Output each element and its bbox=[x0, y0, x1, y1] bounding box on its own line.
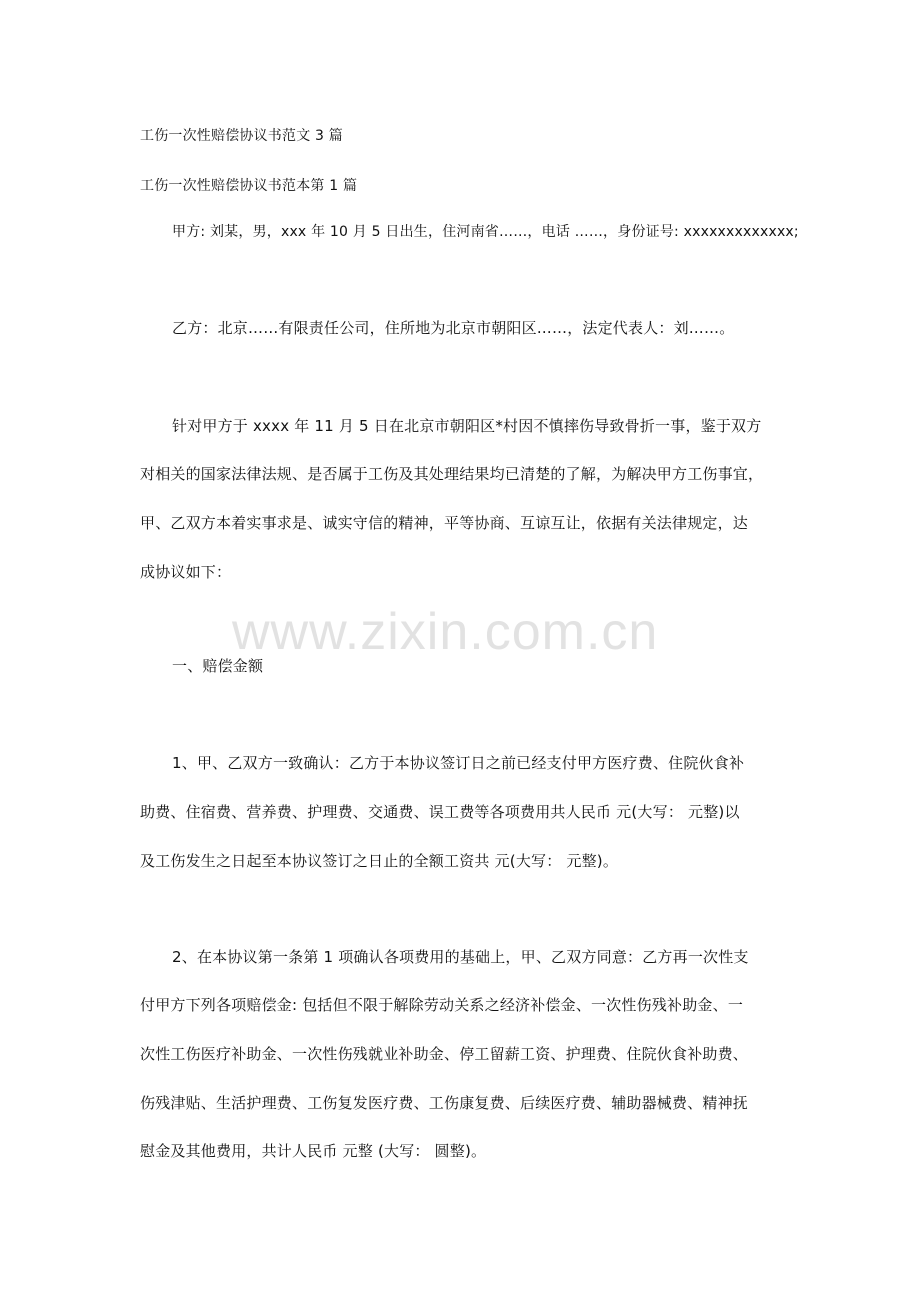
intro-line: 成协议如下： bbox=[140, 563, 232, 581]
party-b-paragraph: 乙方：北京……有限责任公司，住所地为北京市朝阳区……，法定代表人：刘……。 bbox=[172, 319, 735, 337]
clause-line: 2、在本协议第一条第 1 项确认各项费用的基础上，甲、乙双方同意：乙方再一次性支 bbox=[172, 948, 749, 966]
intro-line: 针对甲方于 xxxx 年 11 月 5 日在北京市朝阳区*村因不慎摔伤导致骨折一事，鉴于双方 bbox=[172, 417, 762, 435]
intro-line: 甲、乙双方本着实事求是、诚实守信的精神，平等协商、互谅互让，依据有关法律规定，达 bbox=[140, 514, 749, 532]
document-title: 工伤一次性赔偿协议书范文 3 篇 bbox=[140, 128, 344, 144]
watermark: www.zixin.com.cn bbox=[232, 603, 659, 661]
clause-line: 付甲方下列各项赔偿金: 包括但不限于解除劳动关系之经济补偿金、一次性伤残补助金、一 bbox=[140, 996, 744, 1014]
clause-line: 伤残津贴、生活护理费、工伤复发医疗费、工伤康复费、后续医疗费、辅助器械费、精神抚 bbox=[140, 1094, 749, 1112]
clause-line: 慰金及其他费用，共计人民币 元整 (大写： 圆整)。 bbox=[140, 1142, 487, 1160]
clause-line: 次性工伤医疗补助金、一次性伤残就业补助金、停工留薪工资、护理费、住院伙食补助费、 bbox=[140, 1045, 749, 1063]
intro-line: 对相关的国家法律法规、是否属于工伤及其处理结果均已清楚的了解，为解决甲方工伤事宜， bbox=[140, 465, 764, 483]
clause-line: 助费、住宿费、营养费、护理费、交通费、误工费等各项费用共人民币 元(大写： 元整)以 bbox=[140, 803, 740, 821]
document-subtitle: 工伤一次性赔偿协议书范本第 1 篇 bbox=[140, 178, 358, 194]
clause-line: 1、甲、乙双方一致确认：乙方于本协议签订日之前已经支付甲方医疗费、住院伙食补 bbox=[172, 754, 745, 772]
clause-line: 及工伤发生之日起至本协议签订之日止的全额工资共 元(大写： 元整)。 bbox=[140, 852, 619, 870]
party-a-paragraph: 甲方: 刘某，男，xxx 年 10 月 5 日出生，住河南省……，电话 ……，身份证号: xxxxxxxxxxxxx; bbox=[172, 224, 799, 240]
section-heading: 一、赔偿金额 bbox=[172, 657, 264, 675]
